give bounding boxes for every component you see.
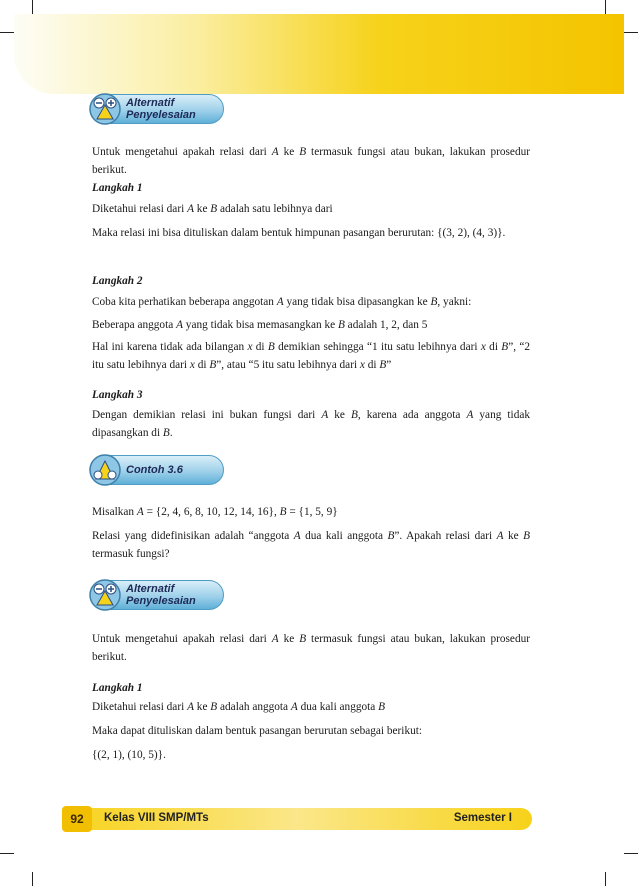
- crop-mark: [624, 32, 638, 33]
- footer-semester: Semester I: [453, 812, 512, 824]
- crop-mark: [0, 32, 14, 33]
- paragraph: Beberapa anggota A yang tidak bisa memasangkan ke B adalah 1, 2, dan 5: [92, 319, 428, 331]
- paragraph: Maka relasi ini bisa dituliskan dalam bentuk himpunan pasangan berurutan: {(3, 2), (4, 3)}.: [92, 227, 506, 239]
- crop-mark: [0, 853, 14, 854]
- crop-mark: [605, 872, 606, 886]
- math-symbols-icon: [88, 578, 122, 612]
- math-symbols-icon: [88, 92, 122, 126]
- paragraph: Coba kita perhatikan beberapa anggotan A yang tidak bisa dipasangkan ke B, yakni:: [92, 296, 472, 308]
- math-symbols-icon: [88, 453, 122, 487]
- top-decorative-band: [14, 14, 624, 94]
- crop-mark: [624, 853, 638, 854]
- section1-intro: Untuk mengetahui apakah relasi dari A ke B termasuk fungsi atau bukan, lakukan prosedur berikut.: [92, 146, 530, 176]
- step-title: Langkah 1: [92, 182, 143, 194]
- paragraph: Hal ini karena tidak ada bilangan x di B demikian sehingga “1 itu satu lebihnya dari x di B”, “2 itu satu lebihnya dari x di B”, atau “5 itu satu lebihnya dari x di B”: [92, 341, 531, 371]
- step-title: Langkah 3: [92, 389, 143, 401]
- paragraph: Diketahui relasi dari A ke B adalah satu lebihnya dari: [92, 203, 333, 215]
- section2-intro: Untuk mengetahui apakah relasi dari A ke B termasuk fungsi atau bukan, lakukan prosedur berikut.: [92, 633, 530, 663]
- example-line: Misalkan A = {2, 4, 6, 8, 10, 12, 14, 16}, B = {1, 5, 9}: [92, 506, 338, 518]
- crop-mark: [32, 0, 33, 14]
- step-title: Langkah 2: [92, 275, 143, 287]
- page-number: 92: [62, 806, 92, 832]
- crop-mark: [605, 0, 606, 14]
- footer-book-title: Kelas VIII SMP/MTs: [104, 812, 209, 824]
- step-title: Langkah 1: [92, 682, 143, 694]
- paragraph: Dengan demikian relasi ini bukan fungsi dari A ke B, karena ada anggota A yang tidak dipasangkan di B.: [92, 409, 531, 439]
- contoh-heading-label: Contoh 3.6: [126, 464, 183, 476]
- paragraph: Maka dapat dituliskan dalam bentuk pasangan berurutan sebagai berikut:: [92, 725, 423, 737]
- example-question: Relasi yang didefinisikan adalah “anggota A dua kali anggota B”. Apakah relasi dari A ke B termasuk fungsi?: [92, 530, 531, 560]
- paragraph: {(2, 1), (10, 5)}.: [92, 749, 166, 761]
- crop-mark: [32, 872, 33, 886]
- paragraph: Diketahui relasi dari A ke B adalah anggota A dua kali anggota B: [92, 701, 386, 713]
- alternatif-heading-label: Alternatif Penyelesaian: [126, 97, 196, 121]
- alternatif-heading-label: Alternatif Penyelesaian: [126, 583, 196, 607]
